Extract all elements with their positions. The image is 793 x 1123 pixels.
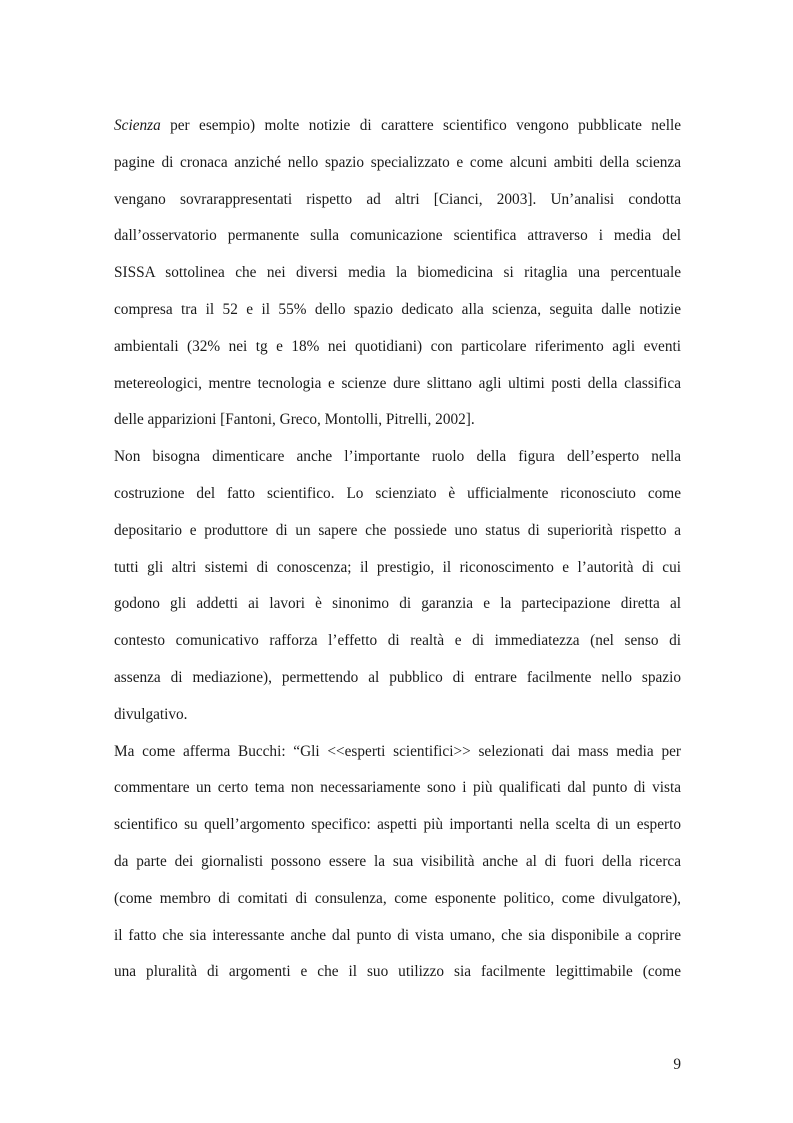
line-text: Ma come afferma Bucchi: “Gli <<esperti scientifici>> selezionati dai mass media per xyxy=(114,742,681,760)
text-line xyxy=(114,586,681,623)
text-line xyxy=(114,954,681,991)
text-line xyxy=(114,218,681,255)
line-text: contesto comunicativo rafforza l’effetto di realtà e di immediatezza (nel senso di xyxy=(114,632,681,650)
text-line xyxy=(114,697,681,734)
line-text: (come membro di comitati di consulenza, come esponente politico, come divulgatore), xyxy=(114,889,681,907)
text-line xyxy=(114,145,681,182)
line-text: assenza di mediazione), permettendo al pubblico di entrare facilmente nello spazio xyxy=(114,668,681,686)
line-text: divulgativo. xyxy=(114,705,188,723)
text-line xyxy=(114,108,681,145)
page-number: 9 xyxy=(673,1056,681,1073)
line-text: il fatto che sia interessante anche dal punto di vista umano, che sia disponibile a coprire xyxy=(114,926,681,944)
text-line xyxy=(114,182,681,219)
text-line xyxy=(114,660,681,697)
line-text: costruzione del fatto scientifico. Lo scienziato è ufficialmente riconosciuto come xyxy=(114,484,681,502)
body-text xyxy=(114,108,681,991)
text-line xyxy=(114,918,681,955)
line-text: delle apparizioni [Fantoni, Greco, Montolli, Pitrelli, 2002]. xyxy=(114,411,475,429)
line-text: una pluralità di argomenti e che il suo utilizzo sia facilmente legittimabile (come xyxy=(114,963,681,981)
text-line xyxy=(114,734,681,771)
text-line xyxy=(114,550,681,587)
text-line xyxy=(114,513,681,550)
text-line xyxy=(114,476,681,513)
line-text: commentare un certo tema non necessariamente sono i più qualificati dal punto di vista xyxy=(114,779,681,797)
line-text: compresa tra il 52 e il 55% dello spazio dedicato alla scienza, seguita dalle notizie xyxy=(114,300,681,318)
text-line xyxy=(114,623,681,660)
line-text: Non bisogna dimenticare anche l’importante ruolo della figura dell’esperto nella xyxy=(114,448,681,466)
text-line xyxy=(114,881,681,918)
text-line xyxy=(114,807,681,844)
line-text: ambientali (32% nei tg e 18% nei quotidiani) con particolare riferimento agli eventi xyxy=(114,337,681,355)
line-text: tutti gli altri sistemi di conoscenza; il prestigio, il riconoscimento e l’autorità di cui xyxy=(114,558,681,576)
text-line xyxy=(114,366,681,403)
line-text: pagine di cronaca anziché nello spazio specializzato e come alcuni ambiti della scienza xyxy=(114,153,681,171)
line-text: depositario e produttore di un sapere che possiede uno status di superiorità rispetto a xyxy=(114,521,681,539)
text-line xyxy=(114,329,681,366)
line-text: dall’osservatorio permanente sulla comunicazione scientifica attraverso i media del xyxy=(114,227,681,245)
text-line xyxy=(114,770,681,807)
line-text: da parte dei giornalisti possono essere la sua visibilità anche al di fuori della ricerca xyxy=(114,852,681,870)
italic-title: Scienza xyxy=(114,117,161,134)
line-text: scientifico su quell’argomento specifico: aspetti più importanti nella scelta di un esperto xyxy=(114,816,681,834)
text-line xyxy=(114,292,681,329)
line-text: godono gli addetti ai lavori è sinonimo di garanzia e la partecipazione diretta al xyxy=(114,595,681,613)
text-line xyxy=(114,844,681,881)
line-text: metereologici, mentre tecnologia e scienze dure slittano agli ultimi posti della classifica xyxy=(114,374,681,392)
text-line xyxy=(114,255,681,292)
line-text: vengano sovrarappresentati rispetto ad altri [Cianci, 2003]. Un’analisi condotta xyxy=(114,190,681,208)
text-line xyxy=(114,402,681,439)
text-line xyxy=(114,439,681,476)
line-text: per esempio) molte notizie di carattere scientifico vengono pubblicate nelle xyxy=(160,117,681,134)
line-text: SISSA sottolinea che nei diversi media la biomedicina si ritaglia una percentuale xyxy=(114,264,681,282)
